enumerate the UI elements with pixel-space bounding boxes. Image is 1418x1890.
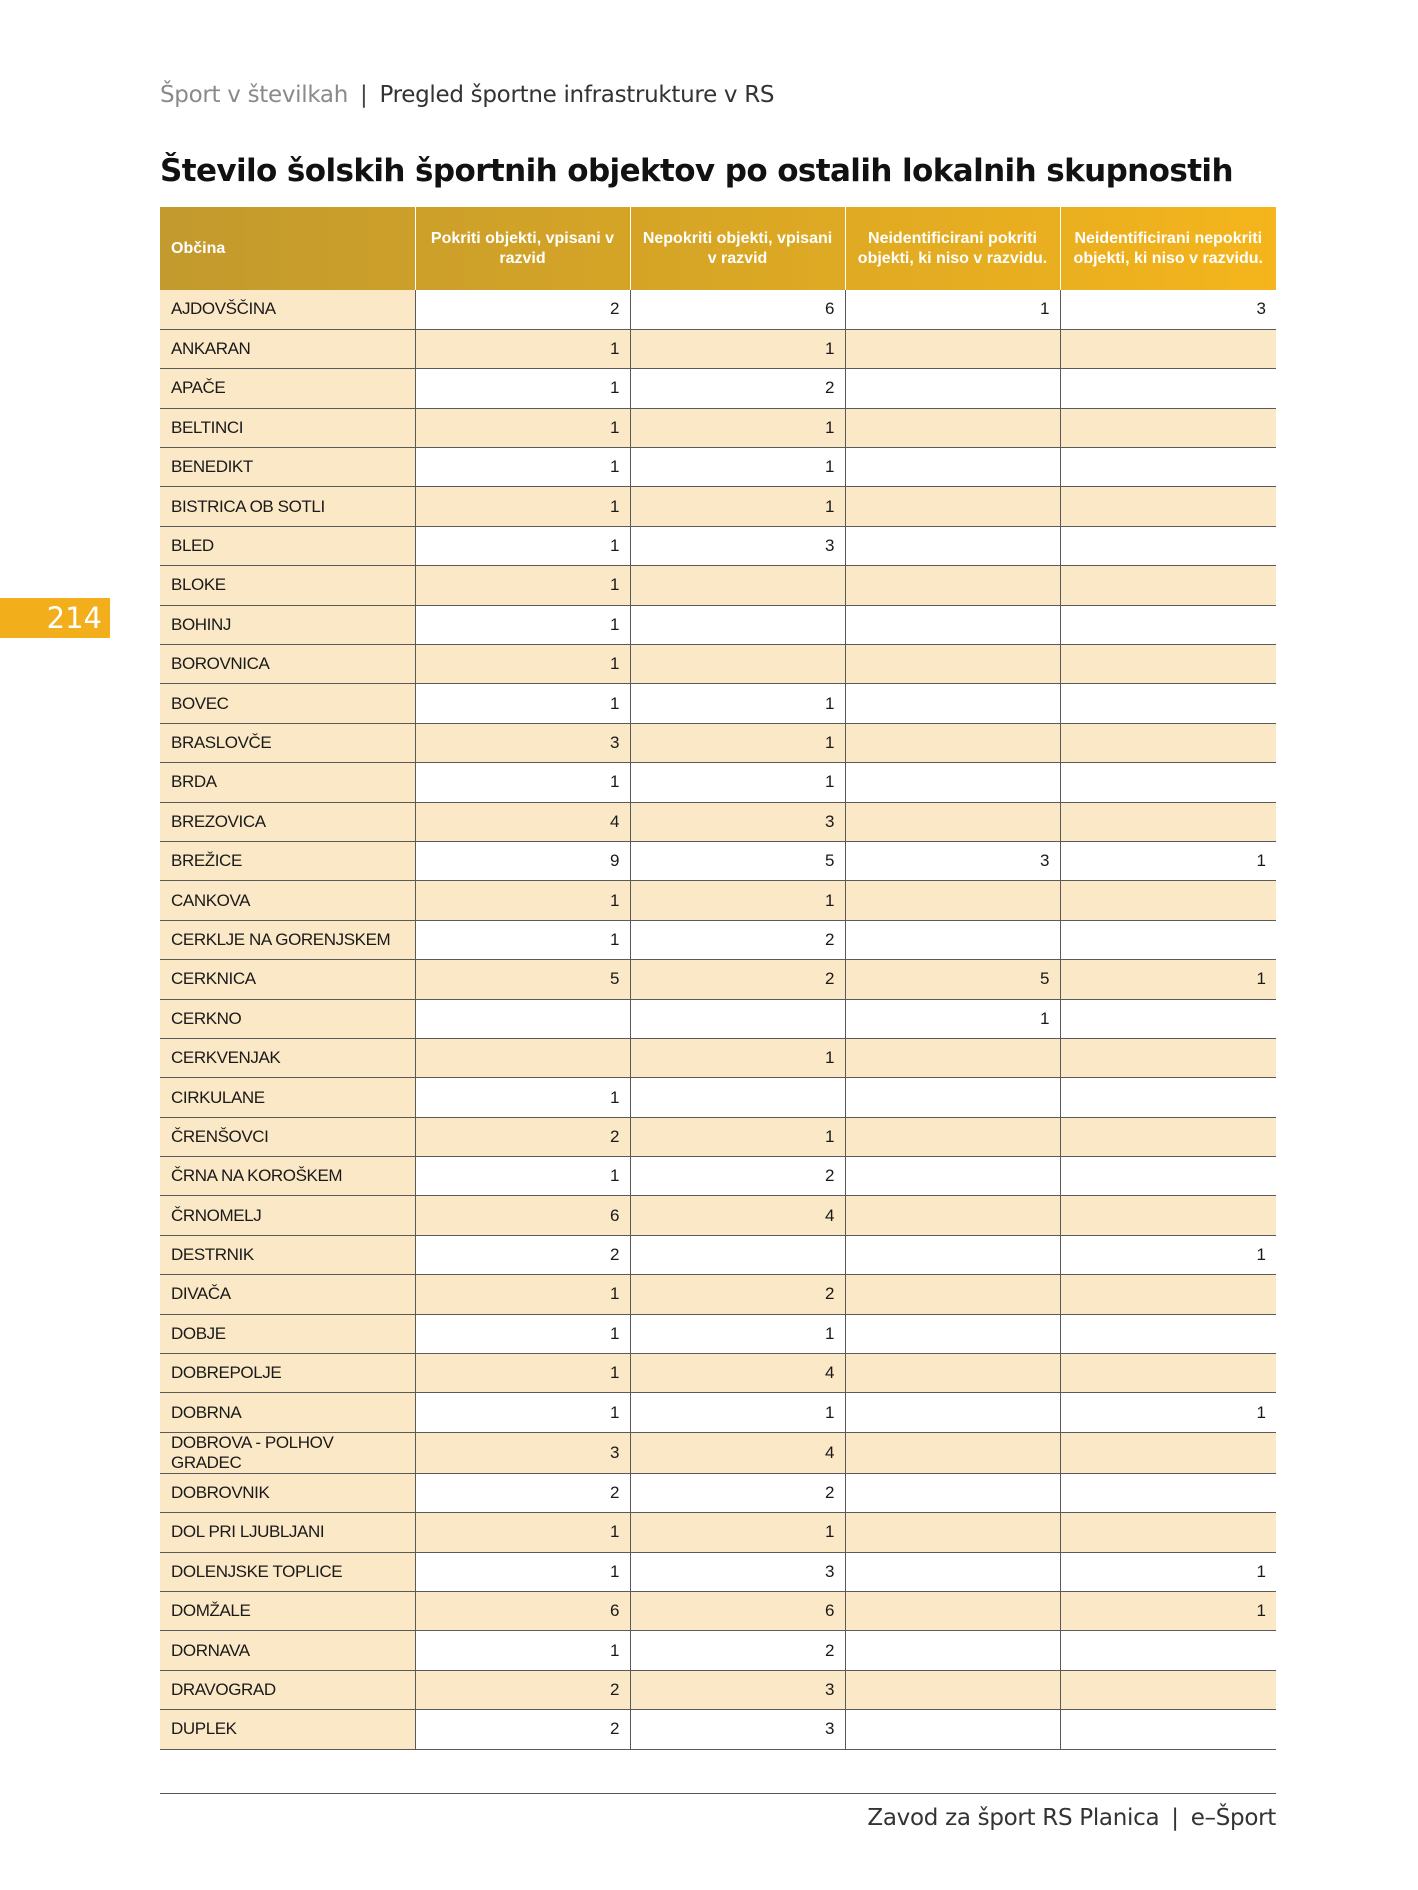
cell-covered-unidentified (845, 1552, 1060, 1591)
cell-uncovered-registered: 2 (630, 920, 845, 959)
cell-covered-registered (415, 999, 630, 1038)
cell-covered-registered: 2 (415, 1670, 630, 1709)
cell-covered-unidentified (845, 1117, 1060, 1156)
cell-municipality: DOL PRI LJUBLJANI (160, 1513, 415, 1552)
cell-covered-unidentified: 1 (845, 999, 1060, 1038)
cell-municipality: ČRENŠOVCI (160, 1117, 415, 1156)
cell-covered-unidentified (845, 1354, 1060, 1393)
cell-municipality: BENEDIKT (160, 448, 415, 487)
table-row (160, 329, 1276, 368)
cell-covered-registered: 2 (415, 1473, 630, 1512)
cell-municipality: BOVEC (160, 684, 415, 723)
cell-uncovered-registered (630, 1078, 845, 1117)
table-row (160, 1670, 1276, 1709)
cell-municipality: BRASLOVČE (160, 723, 415, 762)
table-row (160, 1473, 1276, 1512)
cell-covered-unidentified (845, 526, 1060, 565)
cell-uncovered-registered: 4 (630, 1196, 845, 1235)
cell-uncovered-registered: 2 (630, 1473, 845, 1512)
cell-uncovered-unidentified (1060, 1275, 1276, 1314)
cell-covered-unidentified (845, 763, 1060, 802)
footer (867, 1805, 1276, 1831)
cell-covered-registered: 1 (415, 566, 630, 605)
cell-uncovered-registered: 1 (630, 448, 845, 487)
cell-municipality: CERKVENJAK (160, 1038, 415, 1077)
table-row (160, 802, 1276, 841)
table-header (160, 207, 1276, 290)
table-row (160, 1631, 1276, 1670)
cell-municipality: BREZOVICA (160, 802, 415, 841)
cell-municipality: DESTRNIK (160, 1235, 415, 1274)
cell-municipality: DRAVOGRAD (160, 1670, 415, 1709)
table-row (160, 1432, 1276, 1473)
cell-municipality: APAČE (160, 369, 415, 408)
cell-uncovered-registered: 4 (630, 1354, 845, 1393)
table-row (160, 1314, 1276, 1353)
cell-covered-registered: 1 (415, 1275, 630, 1314)
footer-separator: | (1171, 1805, 1179, 1831)
table-row (160, 920, 1276, 959)
cell-covered-registered: 4 (415, 802, 630, 841)
cell-covered-unidentified (845, 1038, 1060, 1077)
cell-municipality: BRDA (160, 763, 415, 802)
table-row (160, 841, 1276, 880)
cell-covered-registered: 1 (415, 329, 630, 368)
cell-municipality: BLED (160, 526, 415, 565)
cell-uncovered-registered: 1 (630, 1393, 845, 1432)
table-row (160, 1354, 1276, 1393)
cell-covered-unidentified (845, 408, 1060, 447)
cell-uncovered-registered: 1 (630, 881, 845, 920)
cell-uncovered-registered: 1 (630, 684, 845, 723)
table-row (160, 448, 1276, 487)
table-body (160, 290, 1276, 1749)
cell-municipality: BELTINCI (160, 408, 415, 447)
cell-uncovered-unidentified (1060, 369, 1276, 408)
cell-uncovered-unidentified: 1 (1060, 1393, 1276, 1432)
page-title: Število šolskih športnih objektov po ostalih lokalnih skupnostih (160, 153, 1233, 189)
table-row (160, 1513, 1276, 1552)
cell-uncovered-unidentified (1060, 802, 1276, 841)
cell-covered-registered: 2 (415, 1235, 630, 1274)
cell-uncovered-unidentified (1060, 408, 1276, 447)
cell-uncovered-unidentified (1060, 1473, 1276, 1512)
cell-uncovered-registered (630, 1235, 845, 1274)
cell-uncovered-registered: 2 (630, 1275, 845, 1314)
cell-uncovered-unidentified (1060, 1196, 1276, 1235)
cell-covered-registered: 1 (415, 920, 630, 959)
cell-uncovered-registered: 4 (630, 1432, 845, 1473)
cell-uncovered-registered: 6 (630, 290, 845, 329)
table-row (160, 408, 1276, 447)
cell-uncovered-unidentified (1060, 1157, 1276, 1196)
table-row (160, 487, 1276, 526)
cell-uncovered-unidentified (1060, 566, 1276, 605)
cell-uncovered-unidentified (1060, 1631, 1276, 1670)
cell-uncovered-registered: 1 (630, 1513, 845, 1552)
cell-covered-unidentified (845, 881, 1060, 920)
cell-covered-registered: 1 (415, 684, 630, 723)
cell-covered-registered: 1 (415, 881, 630, 920)
cell-municipality: DOBROVA - POLHOV GRADEC (160, 1432, 415, 1473)
table-row (160, 1038, 1276, 1077)
cell-covered-registered: 1 (415, 1552, 630, 1591)
cell-uncovered-unidentified (1060, 1670, 1276, 1709)
cell-covered-registered: 1 (415, 605, 630, 644)
cell-covered-unidentified (845, 1157, 1060, 1196)
header-covered-registered: Pokriti objekti, vpisani v razvid (415, 207, 630, 290)
cell-uncovered-unidentified: 3 (1060, 290, 1276, 329)
cell-uncovered-unidentified (1060, 645, 1276, 684)
cell-municipality: BOROVNICA (160, 645, 415, 684)
cell-covered-unidentified (845, 1513, 1060, 1552)
table-row (160, 605, 1276, 644)
cell-covered-unidentified (845, 684, 1060, 723)
cell-municipality: ČRNOMELJ (160, 1196, 415, 1235)
cell-uncovered-registered (630, 999, 845, 1038)
cell-covered-registered: 1 (415, 1078, 630, 1117)
table-row (160, 1710, 1276, 1749)
cell-covered-unidentified (845, 1235, 1060, 1274)
cell-municipality: DOBRNA (160, 1393, 415, 1432)
header-covered-unidentified: Neidentificirani pokriti objekti, ki niso v razvidu. (845, 207, 1060, 290)
cell-uncovered-unidentified: 1 (1060, 1235, 1276, 1274)
cell-covered-unidentified: 3 (845, 841, 1060, 880)
table-row (160, 1275, 1276, 1314)
cell-uncovered-registered: 3 (630, 526, 845, 565)
cell-uncovered-unidentified (1060, 920, 1276, 959)
cell-covered-registered: 1 (415, 1314, 630, 1353)
cell-covered-unidentified (845, 1670, 1060, 1709)
cell-municipality: ČRNA NA KOROŠKEM (160, 1157, 415, 1196)
table-row (160, 881, 1276, 920)
cell-covered-registered: 3 (415, 1432, 630, 1473)
cell-uncovered-registered: 2 (630, 1157, 845, 1196)
cell-municipality: CIRKULANE (160, 1078, 415, 1117)
table-row (160, 1157, 1276, 1196)
cell-covered-registered: 1 (415, 408, 630, 447)
cell-uncovered-unidentified (1060, 605, 1276, 644)
cell-uncovered-unidentified (1060, 329, 1276, 368)
cell-covered-unidentified (845, 1473, 1060, 1512)
footer-institution: Zavod za šport RS Planica (867, 1805, 1160, 1831)
cell-covered-registered: 6 (415, 1592, 630, 1631)
cell-uncovered-registered: 2 (630, 369, 845, 408)
cell-covered-registered: 3 (415, 723, 630, 762)
cell-covered-registered: 1 (415, 369, 630, 408)
cell-uncovered-unidentified: 1 (1060, 1552, 1276, 1591)
cell-municipality: AJDOVŠČINA (160, 290, 415, 329)
cell-municipality: CERKNICA (160, 960, 415, 999)
cell-covered-unidentified (845, 1631, 1060, 1670)
table-row (160, 1552, 1276, 1591)
cell-uncovered-unidentified (1060, 1038, 1276, 1077)
cell-uncovered-unidentified (1060, 999, 1276, 1038)
cell-uncovered-registered: 2 (630, 1631, 845, 1670)
cell-municipality: DIVAČA (160, 1275, 415, 1314)
cell-uncovered-unidentified: 1 (1060, 1592, 1276, 1631)
cell-municipality: DOBREPOLJE (160, 1354, 415, 1393)
cell-covered-registered: 1 (415, 645, 630, 684)
cell-covered-registered: 1 (415, 526, 630, 565)
table-row (160, 1592, 1276, 1631)
cell-uncovered-unidentified (1060, 1432, 1276, 1473)
cell-uncovered-registered: 3 (630, 802, 845, 841)
cell-covered-registered: 2 (415, 1117, 630, 1156)
cell-covered-registered: 1 (415, 1393, 630, 1432)
table-row (160, 723, 1276, 762)
cell-covered-registered (415, 1038, 630, 1077)
cell-covered-registered: 1 (415, 1631, 630, 1670)
page-number-tab: 214 (0, 598, 110, 638)
cell-uncovered-unidentified (1060, 1354, 1276, 1393)
cell-covered-unidentified (845, 566, 1060, 605)
running-head-section: Pregled športne infrastrukture v RS (379, 82, 775, 108)
cell-covered-registered: 1 (415, 448, 630, 487)
cell-municipality: BISTRICA OB SOTLI (160, 487, 415, 526)
cell-uncovered-unidentified (1060, 684, 1276, 723)
cell-municipality: BOHINJ (160, 605, 415, 644)
table-header-row (160, 207, 1276, 290)
cell-covered-registered: 1 (415, 1157, 630, 1196)
cell-municipality: BLOKE (160, 566, 415, 605)
cell-covered-unidentified (845, 1710, 1060, 1749)
cell-covered-registered: 1 (415, 1354, 630, 1393)
cell-uncovered-unidentified (1060, 487, 1276, 526)
cell-covered-unidentified (845, 1275, 1060, 1314)
cell-uncovered-unidentified (1060, 448, 1276, 487)
cell-municipality: DOLENJSKE TOPLICE (160, 1552, 415, 1591)
cell-covered-registered: 6 (415, 1196, 630, 1235)
cell-uncovered-unidentified (1060, 763, 1276, 802)
cell-municipality: CERKNO (160, 999, 415, 1038)
cell-uncovered-registered: 1 (630, 723, 845, 762)
cell-covered-registered: 1 (415, 1513, 630, 1552)
cell-uncovered-registered: 1 (630, 329, 845, 368)
table-row (160, 645, 1276, 684)
cell-uncovered-registered: 3 (630, 1710, 845, 1749)
cell-uncovered-registered: 1 (630, 763, 845, 802)
table-row (160, 1117, 1276, 1156)
cell-uncovered-registered (630, 566, 845, 605)
cell-covered-registered: 2 (415, 1710, 630, 1749)
facilities-table (160, 207, 1276, 1750)
cell-covered-unidentified (845, 802, 1060, 841)
footer-portal: e–Šport (1190, 1805, 1276, 1831)
cell-uncovered-unidentified (1060, 526, 1276, 565)
table-row (160, 1235, 1276, 1274)
cell-covered-unidentified (845, 1432, 1060, 1473)
cell-uncovered-unidentified: 1 (1060, 841, 1276, 880)
cell-covered-registered: 5 (415, 960, 630, 999)
running-head-publication: Šport v številkah (160, 82, 349, 108)
cell-uncovered-registered: 1 (630, 487, 845, 526)
cell-uncovered-registered: 3 (630, 1552, 845, 1591)
cell-uncovered-unidentified (1060, 723, 1276, 762)
table-row (160, 566, 1276, 605)
table-row (160, 763, 1276, 802)
cell-uncovered-unidentified (1060, 1117, 1276, 1156)
running-head (160, 82, 774, 108)
cell-uncovered-unidentified (1060, 1710, 1276, 1749)
cell-covered-registered: 1 (415, 487, 630, 526)
table-row (160, 290, 1276, 329)
header-municipality: Občina (160, 207, 415, 290)
table-row (160, 1393, 1276, 1432)
cell-uncovered-registered: 2 (630, 960, 845, 999)
cell-covered-registered: 2 (415, 290, 630, 329)
cell-municipality: ANKARAN (160, 329, 415, 368)
cell-uncovered-registered: 1 (630, 1038, 845, 1077)
cell-municipality: DUPLEK (160, 1710, 415, 1749)
cell-covered-unidentified: 1 (845, 290, 1060, 329)
cell-municipality: DOBJE (160, 1314, 415, 1353)
cell-municipality: DOMŽALE (160, 1592, 415, 1631)
cell-uncovered-unidentified (1060, 881, 1276, 920)
cell-uncovered-unidentified: 1 (1060, 960, 1276, 999)
cell-covered-unidentified (845, 1393, 1060, 1432)
cell-covered-unidentified (845, 1592, 1060, 1631)
cell-uncovered-unidentified (1060, 1078, 1276, 1117)
header-uncovered-unidentified: Neidentificirani nepokriti objekti, ki niso v razvidu. (1073, 229, 1263, 267)
cell-uncovered-registered (630, 645, 845, 684)
cell-uncovered-registered: 1 (630, 1117, 845, 1156)
footer-divider (160, 1793, 1276, 1794)
cell-municipality: CANKOVA (160, 881, 415, 920)
cell-uncovered-registered: 5 (630, 841, 845, 880)
running-head-separator: | (360, 82, 368, 108)
cell-covered-unidentified (845, 1078, 1060, 1117)
table-row (160, 526, 1276, 565)
cell-covered-unidentified (845, 487, 1060, 526)
cell-uncovered-unidentified (1060, 1314, 1276, 1353)
cell-municipality: CERKLJE NA GORENJSKEM (160, 920, 415, 959)
cell-covered-unidentified (845, 1314, 1060, 1353)
cell-covered-unidentified: 5 (845, 960, 1060, 999)
cell-uncovered-unidentified (1060, 1513, 1276, 1552)
cell-uncovered-registered: 3 (630, 1670, 845, 1709)
table-row (160, 960, 1276, 999)
cell-covered-unidentified (845, 1196, 1060, 1235)
cell-covered-unidentified (845, 920, 1060, 959)
cell-covered-unidentified (845, 448, 1060, 487)
cell-covered-registered: 1 (415, 763, 630, 802)
header-uncovered-registered: Nepokriti objekti, vpisani v razvid (630, 207, 845, 290)
cell-uncovered-registered: 1 (630, 1314, 845, 1353)
cell-uncovered-registered (630, 605, 845, 644)
cell-municipality: DORNAVA (160, 1631, 415, 1670)
cell-covered-unidentified (845, 369, 1060, 408)
cell-covered-unidentified (845, 605, 1060, 644)
cell-municipality: DOBROVNIK (160, 1473, 415, 1512)
table-row (160, 999, 1276, 1038)
cell-municipality: BREŽICE (160, 841, 415, 880)
table-row (160, 369, 1276, 408)
table-row (160, 684, 1276, 723)
cell-uncovered-registered: 6 (630, 1592, 845, 1631)
cell-covered-unidentified (845, 329, 1060, 368)
table-row (160, 1196, 1276, 1235)
cell-covered-unidentified (845, 723, 1060, 762)
cell-uncovered-registered: 1 (630, 408, 845, 447)
table-row (160, 1078, 1276, 1117)
cell-covered-registered: 9 (415, 841, 630, 880)
cell-covered-unidentified (845, 645, 1060, 684)
